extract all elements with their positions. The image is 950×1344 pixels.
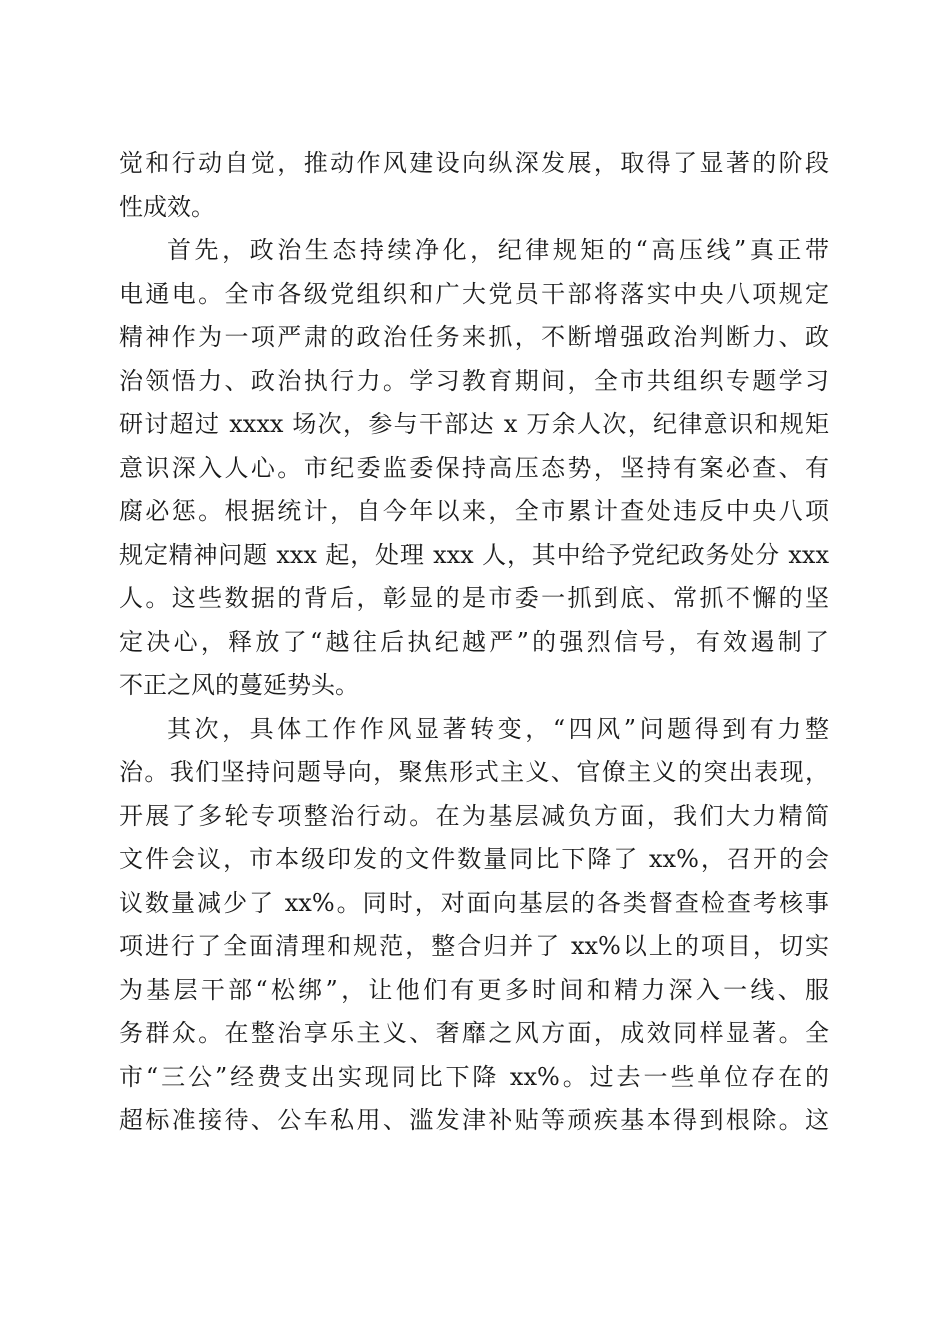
- text-line: 觉和行动自觉，推动作风建设向纵深发展，取得了显著的阶段: [119, 149, 829, 177]
- text-line: 治。我们坚持问题导向，聚焦形式主义、官僚主义的突出表现，: [119, 758, 829, 786]
- text-line: 务群众。在整治享乐主义、奢靡之风方面，成效同样显著。全: [119, 1019, 829, 1047]
- text-line: 精神作为一项严肃的政治任务来抓，不断增强政治判断力、政: [119, 323, 829, 351]
- text-line: 规定精神问题 xxx 起，处理 xxx 人，其中给予党纪政务处分 xxx: [119, 540, 829, 569]
- text-line: 定决心，释放了“越往后执纪越严”的强烈信号，有效遏制了: [119, 627, 829, 656]
- text-line: 议数量减少了 xx%。同时，对面向基层的各类督查检查考核事: [119, 888, 829, 917]
- text-line: 研讨超过 xxxx 场次，参与干部达 x 万余人次，纪律意识和规矩: [119, 410, 829, 438]
- text-line: 意识深入人心。市纪委监委保持高压态势，坚持有案必查、有: [119, 453, 829, 482]
- body-text: [119, 142, 829, 1143]
- text-line: 腐必惩。根据统计，自今年以来，全市累计查处违反中央八项: [119, 497, 829, 525]
- text-line: 文件会议，市本级印发的文件数量同比下降了 xx%，召开的会: [119, 845, 829, 873]
- paragraph-first-line: 首先，政治生态持续净化，纪律规矩的“高压线”真正带: [167, 236, 829, 264]
- text-line: 电通电。全市各级党组织和广大党员干部将落实中央八项规定: [119, 279, 829, 308]
- text-line: 为基层干部“松绑”，让他们有更多时间和精力深入一线、服: [119, 975, 829, 1004]
- text-line: 治领悟力、政治执行力。学习教育期间，全市共组织专题学习: [119, 366, 829, 395]
- text-line: 项进行了全面清理和规范，整合归并了 xx%以上的项目，切实: [119, 932, 829, 960]
- text-line: 开展了多轮专项整治行动。在为基层减负方面，我们大力精简: [119, 801, 829, 830]
- text-line: 超标准接待、公车私用、滥发津补贴等顽疾基本得到根除。这: [119, 1106, 829, 1134]
- text-line: 人。这些数据的背后，彰显的是市委一抓到底、常抓不懈的坚: [119, 584, 829, 612]
- paragraph-first-line: 其次，具体工作作风显著转变，“四风”问题得到有力整: [167, 714, 829, 743]
- text-line: 市“三公”经费支出实现同比下降 xx%。过去一些单位存在的: [119, 1062, 829, 1091]
- text-line: 不正之风的蔓延势头。: [119, 671, 359, 699]
- text-line: 性成效。: [119, 192, 215, 221]
